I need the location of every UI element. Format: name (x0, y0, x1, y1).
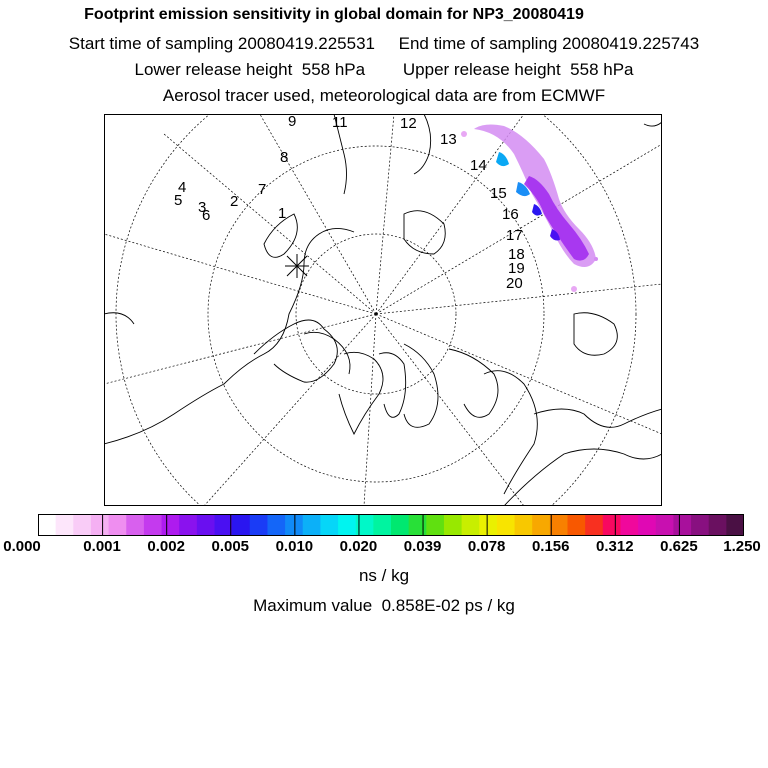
colorbar-swatch (726, 514, 744, 536)
trajectory-label: 17 (506, 227, 523, 244)
colorbar-swatch (585, 514, 603, 536)
colorbar-swatch (162, 514, 180, 536)
colorbar-swatch (303, 514, 321, 536)
colorbar-swatch (197, 514, 215, 536)
colorbar-swatch (479, 514, 497, 536)
trajectory-label: 11 (332, 114, 348, 131)
colorbar-tick-label: 0.020 (339, 538, 378, 555)
trajectory-label: 20 (506, 275, 523, 292)
colorbar-swatch (338, 514, 356, 536)
colorbar-swatch (56, 514, 74, 536)
colorbar-swatch (250, 514, 268, 536)
maximum-value-text: Maximum value 0.858E-02 ps / kg (253, 596, 515, 615)
sampling-time-line: Start time of sampling 20080419.225531 End time of sampling 20080419.225743 (68, 34, 700, 53)
trajectory-label: 13 (440, 131, 457, 148)
trajectory-label: 5 (174, 192, 183, 209)
trajectory-label: 4 (178, 179, 187, 196)
colorbar-tick-label: 0.001 (83, 538, 121, 555)
trajectory-label: 6 (202, 207, 211, 224)
colorbar-swatch (285, 514, 303, 536)
colorbar-swatch (391, 514, 409, 536)
colorbar-swatch (267, 514, 285, 536)
colorbar-unit: ns / kg (358, 566, 410, 585)
colorbar-swatch (568, 514, 586, 536)
tracer-info-line: Aerosol tracer used, meteorological data are from ECMWF (162, 86, 606, 105)
colorbar-tick-label: 0.625 (660, 538, 698, 555)
colorbar-swatch (426, 514, 444, 536)
colorbar-swatch (356, 514, 374, 536)
trajectory-label: 16 (502, 206, 519, 223)
trajectory-label: 3 (198, 199, 207, 216)
trajectory-label: 12 (400, 115, 417, 132)
colorbar-swatch (691, 514, 709, 536)
trajectory-label: 2 (230, 193, 239, 210)
colorbar-swatch (444, 514, 462, 536)
trajectory-label: 18 (508, 246, 525, 263)
release-height-line: Lower release height 558 hPa Upper release height 558 hPa (134, 60, 634, 79)
colorbar-swatch (497, 514, 515, 536)
colorbar-swatch (91, 514, 109, 536)
colorbar-graphic (38, 514, 744, 536)
trajectory-label: 1 (278, 205, 287, 222)
polar-map (104, 114, 662, 506)
trajectory-label: 19 (508, 260, 525, 277)
colorbar-swatch (373, 514, 391, 536)
colorbar-tick-label: 0.000 (3, 538, 41, 555)
colorbar-swatch (673, 514, 691, 536)
colorbar-tick-label: 0.005 (211, 538, 250, 555)
release-site-marker (285, 254, 309, 278)
colorbar-swatch (532, 514, 550, 536)
plot-title: Footprint emission sensitivity in global domain for NP3_20080419 (84, 6, 584, 23)
colorbar-swatch (620, 514, 638, 536)
colorbar-swatch (109, 514, 127, 536)
colorbar-swatch (603, 514, 621, 536)
colorbar-swatch (38, 514, 56, 536)
colorbar-tick-label: 0.002 (147, 538, 185, 555)
colorbar-swatch (409, 514, 427, 536)
colorbar-swatch (462, 514, 480, 536)
colorbar-swatch (656, 514, 674, 536)
colorbar-tick-label: 0.156 (531, 538, 570, 555)
colorbar-swatch (179, 514, 197, 536)
colorbar-tick-label: 0.039 (403, 538, 442, 555)
colorbar-tick-label: 0.078 (467, 538, 506, 555)
colorbar-tick-label: 0.010 (275, 538, 314, 555)
colorbar (38, 514, 744, 536)
trajectory-label: 14 (470, 157, 487, 174)
colorbar-swatch (638, 514, 656, 536)
trajectory-label: 8 (280, 149, 289, 166)
colorbar-swatch (550, 514, 568, 536)
trajectory-label: 9 (288, 114, 297, 130)
colorbar-swatch (232, 514, 250, 536)
colorbar-swatch (215, 514, 233, 536)
colorbar-tick-label: 1.250 (723, 538, 761, 555)
colorbar-swatch (144, 514, 162, 536)
colorbar-swatch (73, 514, 91, 536)
trajectory-label: 15 (490, 185, 507, 202)
colorbar-swatch (515, 514, 533, 536)
trajectory-label: 7 (258, 181, 267, 198)
colorbar-tick-label: 0.312 (596, 538, 634, 555)
colorbar-swatch (126, 514, 144, 536)
colorbar-swatch (320, 514, 338, 536)
colorbar-swatch (709, 514, 727, 536)
